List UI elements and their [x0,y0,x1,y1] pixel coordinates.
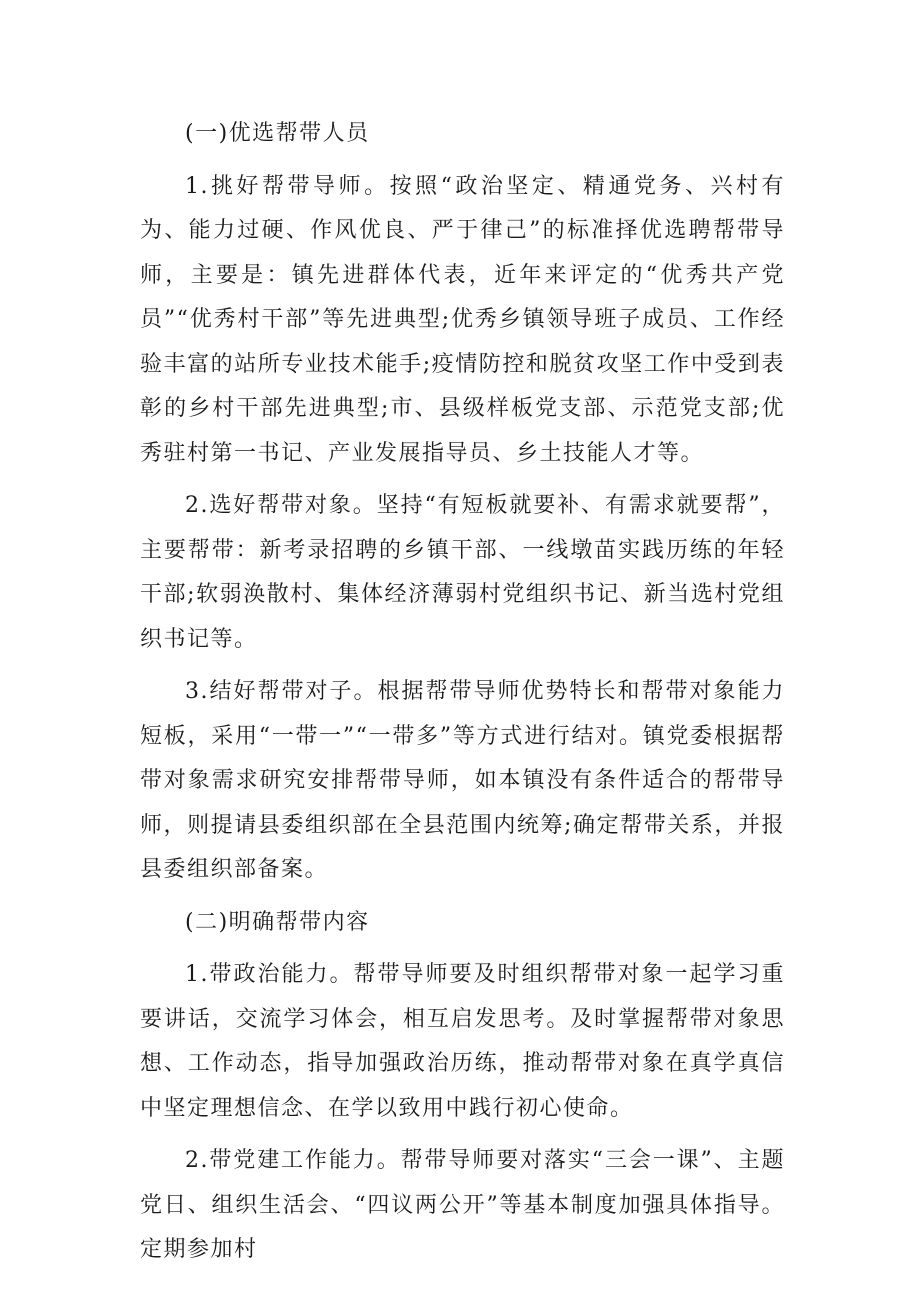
paragraph-political-ability: 1.带政治能力。帮带导师要及时组织帮带对象一起学习重要讲话，交流学习体会，相互启发思考。及时掌握帮带对象思想、工作动态，指导加强政治历练，推动帮带对象在真学真信中坚定理想信念、在学以致用中践行初心使命。 [140,962,785,1121]
section-heading-1: (一)优选帮带人员 [185,121,370,146]
paragraph-pairing: 3.结好帮带对子。根据帮带导师优势特长和帮带对象能力短板，采用“一带一”“一带多”等方式进行结对。镇党委根据帮带对象需求研究安排帮带导师，如本镇没有条件适合的帮带导师，则提请县委组织部在全县范围内统筹;确定帮带关系，并报县委组织部备案。 [140,679,785,882]
document-body [140,112,785,1273]
paragraph-party-building: 2.带党建工作能力。帮带导师要对落实“三会一课”、主题党日、组织生活会、“四议两公开”等基本制度加强具体指导。定期参加村 [140,1148,785,1262]
paragraph-select-mentors: 1.挑好帮带导师。按照“政治坚定、精通党务、兴村有为、能力过硬、作风优良、严于律己”的标准择优选聘帮带导师，主要是：镇先进群体代表，近年来评定的“优秀共产党员”“优秀村干部”等先进典型;优秀乡镇领导班子成员、工作经验丰富的站所专业技术能手;疫情防控和脱贫攻坚工作中受到表彰的乡村干部先进典型;市、县级样板党支部、示范党支部;优秀驻村第一书记、产业发展指导员、乡土技能人才等。 [140,173,785,466]
section-heading-2: (二)明确帮带内容 [185,909,370,935]
paragraph-select-targets: 2.选好帮带对象。坚持“有短板就要补、有需求就要帮”，主要帮带：新考录招聘的乡镇干部、一线墩苗实践历练的年轻干部;软弱涣散村、集体经济薄弱村党组织书记、新当选村党组织书记等。 [140,493,785,652]
